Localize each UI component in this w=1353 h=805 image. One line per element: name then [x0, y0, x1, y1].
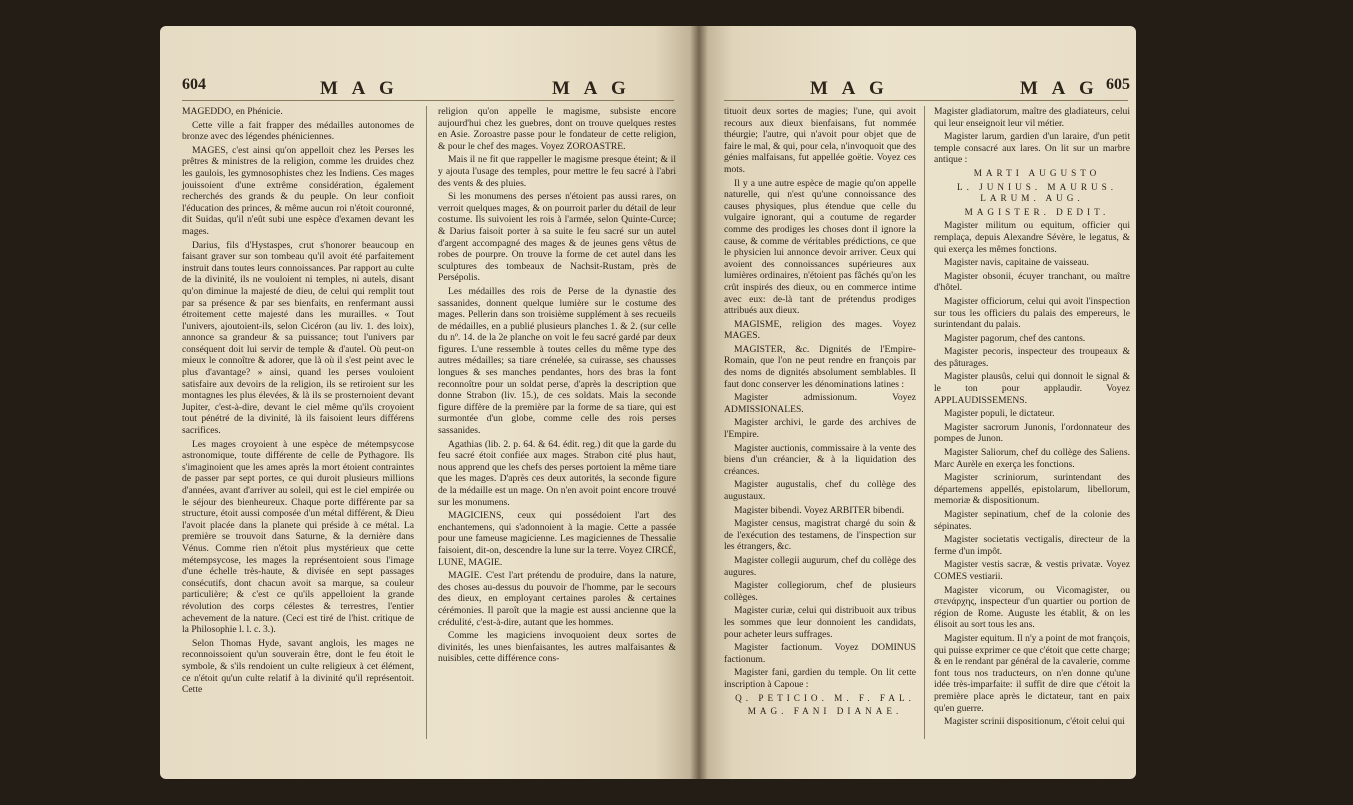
paragraph: Magister obsonii, écuyer tranchant, ou maître d'hôtel. [934, 270, 1130, 294]
left-header-rule [182, 100, 674, 101]
paragraph: Magister larum, gardien d'un laraire, d'un petit temple consacré aux lares. On lit sur un marbre antique : [934, 131, 1130, 166]
paragraph: Magister scriniorum, surintendant des départemens appellés, epistolarum, libellorum, memoriæ & dispositionum. [934, 472, 1130, 507]
paragraph: Magister augustalis, chef du collège des augustaux. [724, 479, 916, 502]
paragraph: MAGES, c'est ainsi qu'on appelloit chez les Perses les prêtres & ministres de la religion, comme les druides chez les gaulois, les gymnosophistes chez les Indiens. Ces mages jouissoient d'une extrême considération, également recherchés des grands & du peuple. On leur confioit l'éducation des princes, & même aucun roi n'étoit couronné, dit Suidas, qu'il n'eût subi une espèce d'examen devant les mages. [182, 144, 414, 237]
paragraph: Magister admissionum. Voyez ADMISSIONALES. [724, 392, 916, 415]
paragraph: Agathias (lib. 2. p. 64. & 64. édit. reg.) dit que la garde du feu sacré étoit confiée aux mages. Strabon cité plus haut, nous apprend que les chefs des perses portoient la même tiare que les mages. D'après ces deux autorités, la seconde figure de la médaille est un mage. On n'en avoit point encore trouvé sur les monumens. [438, 438, 676, 508]
paragraph: Magister pagorum, chef des cantons. [944, 332, 1086, 344]
paragraph: Magister collegii augurum, chef du collège des augures. [724, 554, 916, 578]
left-column-2 [438, 106, 676, 667]
paragraph: Magister populi, le dictateur. [944, 408, 1055, 420]
paragraph: Magister bibendi. Voyez ARBITER bibendi. [734, 504, 905, 516]
paragraph: Magister census, magistrat chargé du soin & de l'exécution des testamens, de l'inspection sur les étrangers, &c. [724, 518, 916, 553]
paragraph: Magister societatis vectigalis, directeur de la ferme d'un impôt. [934, 534, 1130, 557]
paragraph: Magister equitum. Il n'y a point de mot françois, qui puisse exprimer ce que c'étoit que cette charge; & en le rendant par général de la cavalerie, comme font tous nos traducteurs, on n'en donne qu'une idée très-imparfaite: il suffit de dire que c'étoit la première place après le dictateur, tant en paix qu'en guerre. [934, 632, 1130, 714]
paragraph: Magister factionum. Voyez DOMINUS factionum. [724, 642, 916, 665]
right-page [698, 26, 1136, 779]
paragraph: MAGIE. C'est l'art prétendu de produire, dans la nature, des choses au-dessus du pouvoir de l'homme, par le secours des dieux, en employant certaines paroles & certaines cérémonies. Il paroît que la magie est aussi ancienne que la crédulité, c'est-à-dire, autant que les hommes. [438, 570, 676, 628]
paragraph: Mais il ne fit que rappeller le magisme presque éteint; & il y ajouta l'usage des temples, pour mettre le feu sacré à l'abri des vents & des pluies. [438, 154, 676, 189]
paragraph: MAGEDDO, en Phénicie. [182, 106, 283, 117]
inscription-line: MARTI AUGUSTO [973, 167, 1101, 178]
left-page-number: 604 [182, 76, 206, 93]
left-running-head-1: M A G [320, 78, 399, 99]
paragraph: Magister plausûs, celui qui donnoit le signal & le ton pour applaudir. Voyez APPLAUDISSEMENS. [934, 371, 1130, 406]
paragraph: Magister sacrorum Junonis, l'ordonnateur des pompes de Junon. [934, 421, 1130, 445]
paragraph: Magister officiorum, celui qui avoit l'inspection sur tous les officiers du palais des empereurs, le surintendant du palais. [934, 295, 1130, 331]
right-header-rule [724, 100, 1128, 101]
paragraph: Comme les magiciens invoquoient deux sortes de divinités, les unes bienfaisantes, les autres malfaisantes & nuisibles, cette différence cons- [438, 630, 676, 665]
book-gutter [690, 26, 708, 779]
right-running-head-1: M A G [810, 78, 889, 99]
inscription-line: MAG. FANI DIANAE. [747, 706, 903, 717]
inscription-line: MAGISTER. DEDIT. [964, 206, 1110, 217]
paragraph: Magister gladiatorum, maître des gladiateurs, celui qui leur enseignoit leur vil métier. [934, 106, 1130, 129]
paragraph: Magister curiæ, celui qui distribuoit aux tribus les sommes que leur donnoient les candidats, pour acheter leurs suffrages. [724, 605, 916, 640]
paragraph: Magister vestis sacræ, & vestis privatæ. Voyez COMES vestiarii. [934, 559, 1130, 582]
paragraph: Magister pecoris, inspecteur des troupeaux & des pâturages. [934, 346, 1130, 369]
paragraph: Les médailles des rois de Perse de la dynastie des sassanides, donnent quelque lumière sur le costume des mages. Pellerin dans son troisième supplément à ses recueils de médailles, en a publié plusieurs planches 1. & 2. (sur celle du nº. 14. de la 2e planche on voit le feu sacré gardé par deux figures. L'une ressemble à toutes celles du même type des autres médailles; sa tiare crénelée, sa cuirasse, ses chausses longues & ses manches pendantes, hors des bras la font reconnoître pour un soldat perse, d'après la description que donne Strabon (liv. 15.), de ces soldats. Mais la seconde figure diffère de la première par la forme de sa tiare, qui est surmontée d'un globe, comme celle des rois perses sassanides. [438, 285, 676, 437]
paragraph: Il y a une autre espèce de magie qu'on appelle naturelle, qui n'est qu'une connoissance des causes physiques, plus étendue que celle du vulgaire ignorant, qui a coutume de regarder comme des prodiges les choses dont il ignore la cause, & comme de véritables prédictions, ce que le physicien lui annonce devoir arriver. Ceux qui avoient des connoissances supérieures aux lumières ordinaires, n'étoient pas fâchés qu'on les crût inspirés des dieux, ou en commerce intime avec eux: de-là tant de prétendus prodiges attribués aux dieux. [724, 177, 916, 317]
paragraph: Darius, fils d'Hystaspes, crut s'honorer beaucoup en faisant graver sur son tombeau qu'il avoit été parfaitement instruit dans toutes leurs connoissances. Par rapport au culte de la divinité, ils ne vouloient ni temples, ni autels, disant qu'on diminue la majesté de dieu, de celui qui remplit tout par sa présence & par ses bienfaits, en renfermant aussi étroitement cette majesté dans les murailles. « Tout l'univers, ajoutoient-ils, selon Cicéron (au liv. 1. des loix), annonce sa grandeur & sa puissance; tout l'univers par conséquent doit lui servir de temple & d'autel. Où peut-on mieux le connoître & adorer, que là où il s'est peint avec le plus d'avantage? » ainsi, quand les perses vouloient satisfaire aux devoirs de la religion, ils se retiroient sur les montagnes les plus élevées, & là ils se prosternoient devant Jupiter, c'est-à-dire, devant le ciel même qu'ils croyoient tout pénétré de la divinité, là ils faisoient leurs différens sacrifices. [182, 239, 414, 437]
paragraph: MAGISME, religion des mages. Voyez MAGES. [724, 318, 916, 342]
paragraph: Magister vicorum, ou Vicomagister, ou στενάρχης, inspecteur d'un quartier ou portion de région de Rome. Auguste les établit, & on les élisoit au sort tous les ans. [934, 584, 1130, 631]
paragraph: Magister fani, gardien du temple. On lit cette inscription à Capoue : [724, 667, 916, 690]
paragraph: Cette ville a fait frapper des médailles autonomes de bronze avec des légendes phéniciennes. [182, 119, 414, 143]
paragraph: Magister sepinatium, chef de la colonie des sépinates. [934, 509, 1130, 532]
right-column-1 [724, 106, 916, 720]
paragraph: Magister collegiorum, chef de plusieurs collèges. [724, 580, 916, 603]
paragraph: Si les monumens des perses n'étoient pas aussi rares, on verroit quelques mages, & on pourroit parler du détail de leur costume. Ils suivoient les rois à l'armée, selon Quinte-Curce; & Darius faisoit porter à sa suite le feu sacré sur un autel d'argent accompagné des mages & de jeunes gens vêtus de robes de pourpre. On trouve la forme de cet autel dans les sculptures des tombeaux de Nachsit-Rustam, près de Persépolis. [438, 191, 676, 284]
paragraph: Les mages croyoient à une espèce de métempsycose astronomique, toute différente de celle de Pythagore. Ils s'imaginoient que les ames après la mort étoient contraintes de passer par sept portes, ce qui duroit plusieurs millions d'années, avant d'arriver au soleil, qui est le ciel empirée ou le séjour des bienheureux. Chaque porte différente par sa structure, étoit aussi composée d'un métal différent, & Dieu l'avoit placée dans la planete qui préside à ce métal. La première se trouvoit dans Saturne, & la dernière dans Vénus. Comme rien n'étoit plus mystérieux que cette métempsycose, les mages la représentoient sous l'image d'une échelle très-haute, & divisée en sept passages consécutifs, dont chacun avoit sa marque, sa couleur particulière; & c'est ce qu'ils appelloient la grande révolution des corps célestes & terrestres, l'entier achevement de la nature. (Ceci est tiré de l'hist. critique de la Philosophie l. l. c. 3.). [182, 438, 414, 636]
paragraph: Magister militum ou equitum, officier qui remplaça, depuis Alexandre Sévère, le legatus, & qui exerça les mêmes fonctions. [934, 220, 1130, 255]
inscription-line: L. JUNIUS. MAURUS. LARUM. AUG. [956, 181, 1118, 204]
right-page-number: 605 [1106, 76, 1130, 93]
paragraph: Magister Saliorum, chef du collège des Saliens. Marc Aurèle en exerça les fonctions. [934, 447, 1130, 470]
left-running-head-2: M A G [552, 78, 631, 99]
paragraph: tituoit deux sortes de magies; l'une, qui avoit recours aux dieux bienfaisans, fut nommée théurgie; l'autre, qui n'avoit pour objet que de faire le mal, & qui, pour cela, n'invoquoit que des génies malfaisans, fut appellée goëtie. Voyez ces mots. [724, 106, 916, 175]
inscription-line: Q. PETICIO. M. F. FAL. [735, 692, 915, 703]
paragraph: religion qu'on appelle le magisme, subsiste encore aujourd'hui chez les guebres, dont on trouve quelques restes en Asie. Zoroastre passe pour le fondateur de cette religion, & pour le chef des mages. Voyez ZOROASTRE. [438, 106, 676, 152]
paragraph: Selon Thomas Hyde, savant anglois, les mages ne reconnoissoient qu'un souverain être, dont le feu étoit le symbole, & s'ils rendoient un culte religieux à cet élément, ce n'étoit qu'un culte relatif à la divinité qu'il représentoit. Cette [182, 637, 414, 696]
paragraph: Magister scrinii dispositionum, c'étoit celui qui [944, 716, 1125, 728]
left-column-1 [182, 106, 414, 698]
paragraph: MAGISTER, &c. Dignités de l'Empire-Romain, que l'on ne peut rendre en françois par des noms de dignités absolument semblables. Il faut donc conserver les dénominations latines : [724, 343, 916, 390]
right-running-head-2: M A G [1020, 78, 1099, 99]
paragraph: Magister auctionis, commissaire à la vente des biens d'un créancier, & à la liquidation des créances. [724, 442, 916, 477]
paragraph: Magister archivi, le garde des archives de l'Empire. [724, 417, 916, 441]
paragraph: Magister navis, capitaine de vaisseau. [944, 257, 1089, 269]
right-column-2 [934, 106, 1130, 730]
column-divider [426, 106, 427, 739]
left-page [160, 26, 698, 779]
column-divider [924, 106, 925, 739]
paragraph: MAGICIENS, ceux qui possédoient l'art des enchantemens, qui s'adonnoient à la magie. Cette a passée pour une fameuse magicienne. Les magiciennes de Thessalie faisoient, dit-on, descendre la lune sur la terre. Voyez CIRCÉ, LUNE, MAGIE. [438, 510, 676, 568]
